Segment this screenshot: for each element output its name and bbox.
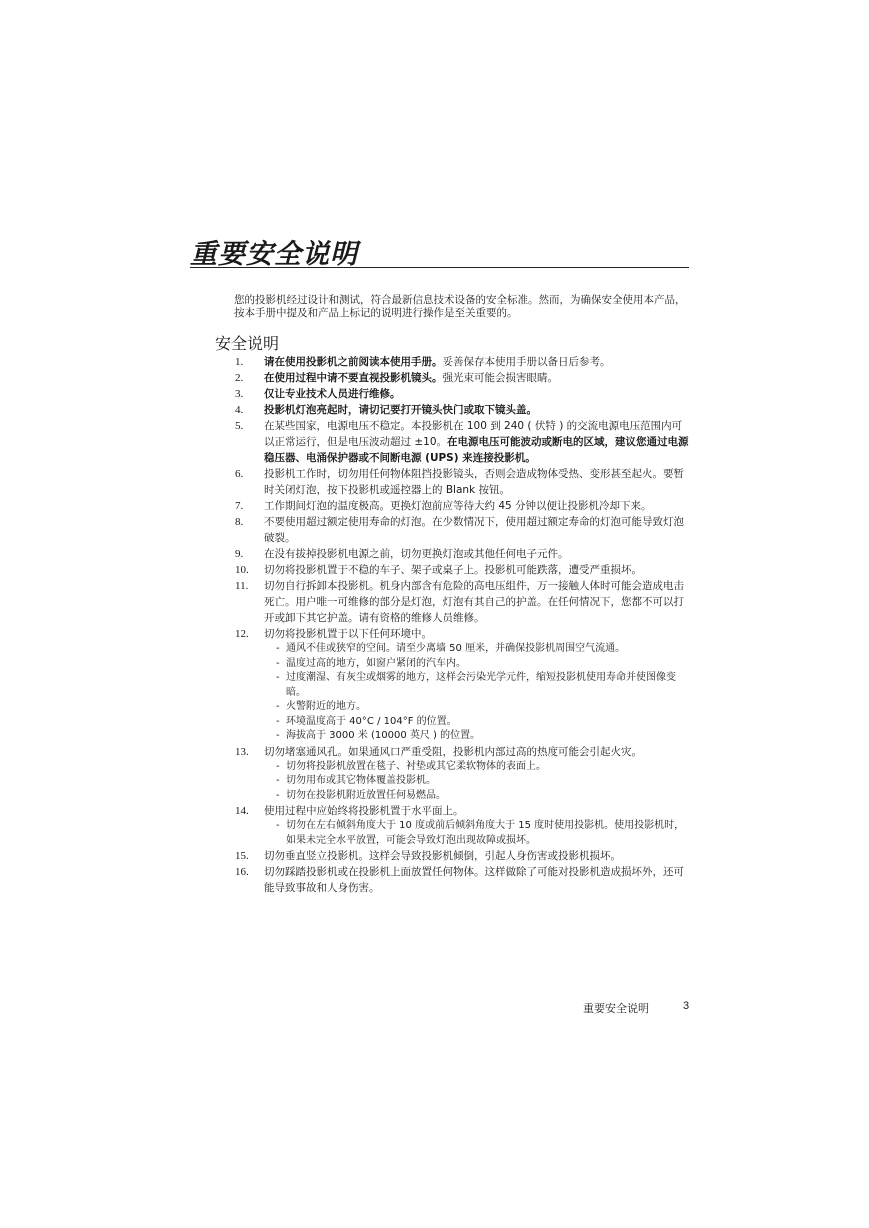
item-number: 15. (235, 850, 249, 862)
list-item (0, 402, 690, 418)
sub-list (264, 642, 690, 744)
item-number: 14. (235, 805, 249, 817)
sub-list-item: - 切勿在投影机附近放置任何易燃品。 (276, 789, 446, 801)
item-text: 切勿垂直竖立投影机。这样会导致投影机倾倒，引起人身伤害或投影机损坏。 (264, 850, 621, 862)
page-title: 重要安全说明 (190, 239, 358, 270)
list-item (0, 514, 690, 546)
list-item (0, 498, 690, 514)
intro-paragraph: 您的投影机经过设计和测试，符合最新信息技术设备的安全标准。然而，为确保安全使用本产品，按本手册中提及和产品上标记的说明进行操作是至关重要的。 (234, 294, 686, 319)
section-heading: 安全说明 (215, 334, 280, 353)
item-text: 在没有拔掉投影机电源之前，切勿更换灯泡或其他任何电子元件。 (264, 548, 569, 560)
list-item (0, 354, 690, 370)
sub-list-item: - 切勿将投影机放置在毯子、衬垫或其它柔软物体的表面上。 (276, 760, 546, 772)
sub-list-item: - 温度过高的地方，如窗户紧闭的汽车内。 (276, 657, 466, 669)
sub-list-item: - 火警附近的地方。 (276, 701, 366, 712)
list-item (0, 848, 690, 864)
item-bold-text: 投影机灯泡亮起时，请切记要打开镜头快门或取下镜头盖。 (264, 404, 537, 416)
item-text: 投影机工作时，切勿用任何物体阻挡投影镜头，否则会造成物体受热、变形甚至起火。要暂时关闭灯泡，按下投影机或遥控器上的 Blank 按钮。 (264, 468, 684, 496)
list-item (0, 386, 690, 402)
sub-list-item: - 切勿在左右倾斜角度大于 10 度或前后倾斜角度大于 15 度时使用投影机。使用投影机时，如果未完全水平放置，可能会导致灯泡出现故障或损坏。 (276, 820, 685, 846)
sub-list-item: - 切勿用布或其它物体覆盖投影机。 (276, 775, 436, 786)
item-text: 工作期间灯泡的温度极高。更换灯泡前应等待大约 45 分钟以便让投影机冷却下来。 (264, 500, 652, 512)
item-number: 13. (235, 745, 249, 758)
item-text: 在某些国家，电源电压不稳定。本投影机在 100 到 240 ( 伏特 ) 的交流电源电压范围内可以正常运行，但是电压波动超过 ±10。 (264, 420, 683, 448)
item-number: 2. (235, 372, 244, 384)
item-bold-text: 在使用过程中请不要直视投影机镜头。 (264, 372, 443, 384)
item-number: 9. (235, 548, 244, 560)
list-item (0, 466, 690, 498)
sub-list (264, 819, 690, 848)
item-number: 1. (235, 356, 244, 368)
item-text: 切勿将投影机置于不稳的车子、架子或桌子上。投影机可能跌落，遭受严重损坏。 (264, 564, 642, 576)
list-item (0, 546, 690, 562)
item-text: 切勿踩踏投影机或在投影机上面放置任何物体。这样做除了可能对投影机造成损坏外，还可能导致事故和人身伤害。 (264, 866, 684, 894)
item-text: 妥善保存本使用手册以备日后参考。 (442, 356, 611, 368)
item-text: 不要使用超过额定使用寿命的灯泡。在少数情况下，使用超过额定寿命的灯泡可能导致灯泡破裂。 (264, 516, 684, 544)
list-item (0, 864, 690, 896)
safety-rules-list (0, 354, 869, 896)
list-item (0, 562, 690, 578)
item-number: 7. (235, 500, 244, 512)
list-item (0, 418, 690, 466)
item-number: 6. (235, 468, 244, 480)
sub-list-item: - 环境温度高于 40°C / 104°F 的位置。 (276, 715, 457, 727)
list-item (0, 744, 690, 804)
page-number: 3 (683, 1000, 690, 1012)
item-number: 11. (235, 580, 249, 592)
item-number: 3. (235, 388, 244, 400)
item-number: 10. (235, 564, 249, 576)
item-text: 切勿堵塞通风孔。如果通风口严重受阻，投影机内部过高的热度可能会引起火灾。 (264, 745, 642, 758)
list-item (0, 803, 690, 848)
item-text: 使用过程中应始终将投影机置于水平面上。 (264, 805, 464, 817)
item-bold-text: 请在使用投影机之前阅读本使用手册。 (264, 356, 443, 368)
item-number: 8. (235, 516, 244, 528)
item-text: 强光束可能会损害眼睛。 (442, 372, 558, 384)
list-item (0, 370, 690, 386)
item-number: 5. (235, 420, 244, 432)
list-item (0, 578, 690, 626)
item-text: 切勿自行拆卸本投影机。机身内部含有危险的高电压组件，万一接触人体时可能会造成电击死亡。用户唯一可维修的部分是灯泡，灯泡有其自己的护盖。在任何情况下，您都不可以打开或卸下其它护盖。请有资格的维修人员维修。 (264, 580, 684, 624)
item-number: 4. (235, 404, 244, 416)
item-bold-text: 在电源电压可能波动或断电的区域，建议您通过电源稳压器、电涌保护器或不间断电源 (UPS) 来连接投影机。 (264, 436, 689, 464)
sub-list-item: - 过度潮湿、有灰尘或烟雾的地方，这样会污染光学元件，缩短投影机使用寿命并使图像变暗。 (276, 672, 676, 698)
item-bold-text: 仅让专业技术人员进行维修。 (264, 388, 401, 400)
title-divider (190, 267, 689, 268)
item-text: 切勿将投影机置于以下任何环境中。 (264, 628, 432, 640)
sub-list-item: - 通风不佳或狭窄的空间。请至少离墙 50 厘米，并确保投影机周围空气流通。 (276, 643, 626, 654)
sub-list-item: - 海拔高于 3000 米 (10000 英尺 ) 的位置。 (276, 730, 481, 741)
footer-section-label: 重要安全说明 (583, 1002, 649, 1015)
item-number: 12. (235, 628, 249, 640)
list-item (0, 626, 690, 744)
item-number: 16. (235, 866, 249, 878)
sub-list (264, 760, 690, 804)
